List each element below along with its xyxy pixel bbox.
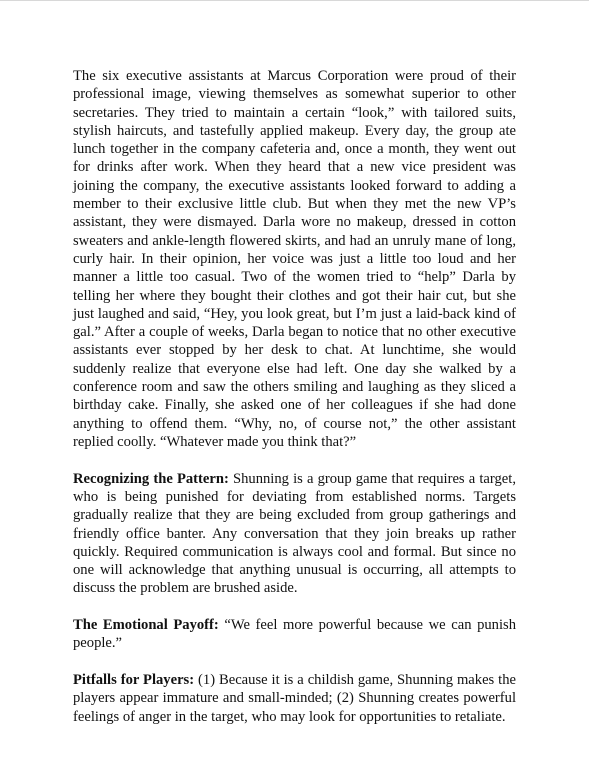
pitfalls-paragraph (73, 671, 516, 726)
payoff-heading: The Emotional Payoff: (73, 617, 219, 634)
pattern-heading: Recognizing the Pattern: (73, 470, 229, 487)
document-page (73, 67, 516, 744)
pitfalls-heading: Pitfalls for Players: (73, 672, 195, 689)
story-paragraph: The six executive assistants at Marcus Corporation were proud of their professional image, viewing themselves as somewhat superior to other secretaries. They tried to maintain a certain “look,” with tailored suits, stylish haircuts, and tastefully applied makeup. Every day, the group ate lunch together in the company cafeteria and, once a month, they went out for drinks after work. When they heard that a new vice president was joining the company, the executive assistants looked forward to adding a member to their exclusive little club. But when they met the new VP’s assistant, they were dismayed. Darla wore no makeup, dressed in cotton sweaters and ankle-length flowered skirts, and had an unruly mane of long, curly hair. In their opinion, her voice was just a little too loud and her manner a little too casual. Two of the women tried to “help” Darla by telling her where they bought their clothes and got their hair cut, but she just laughed and said, “Hey, you look great, but I’m just a laid-back kind of gal.” After a couple of weeks, Darla began to notice that no other executive assistants ever stopped by her desk to chat. At lunchtime, she would suddenly realize that everyone else had left. One day she walked by a conference room and saw the others smiling and laughing as they sliced a birthday cake. Finally, she asked one of her colleagues if she had done anything to offend them. “Why, no, of course not,” the other assistant replied coolly. “Whatever made you think that?” (73, 68, 516, 450)
pitfalls-text: (1) Because it is a childish game, Shunning makes the players appear immature and small-minded; (2) Shunning creates powerful feelings of anger in the target, who may look for opportunities to retaliate. (73, 672, 517, 725)
pattern-text: Shunning is a group game that requires a target, who is being punished for deviating from established norms. Targets gradually realize that they are being excluded from group gatherings and friendly office banter. Any conversation that they join breaks up rather quickly. Required communication is always cool and formal. But since no one will acknowledge that anything unusual is occurring, all attempts to discuss the problem are brushed aside. (73, 470, 516, 597)
payoff-paragraph (73, 616, 516, 653)
payoff-text: “We feel more powerful because we can punish people.” (73, 617, 516, 652)
pattern-paragraph (73, 470, 516, 598)
top-border-line (0, 0, 589, 1)
